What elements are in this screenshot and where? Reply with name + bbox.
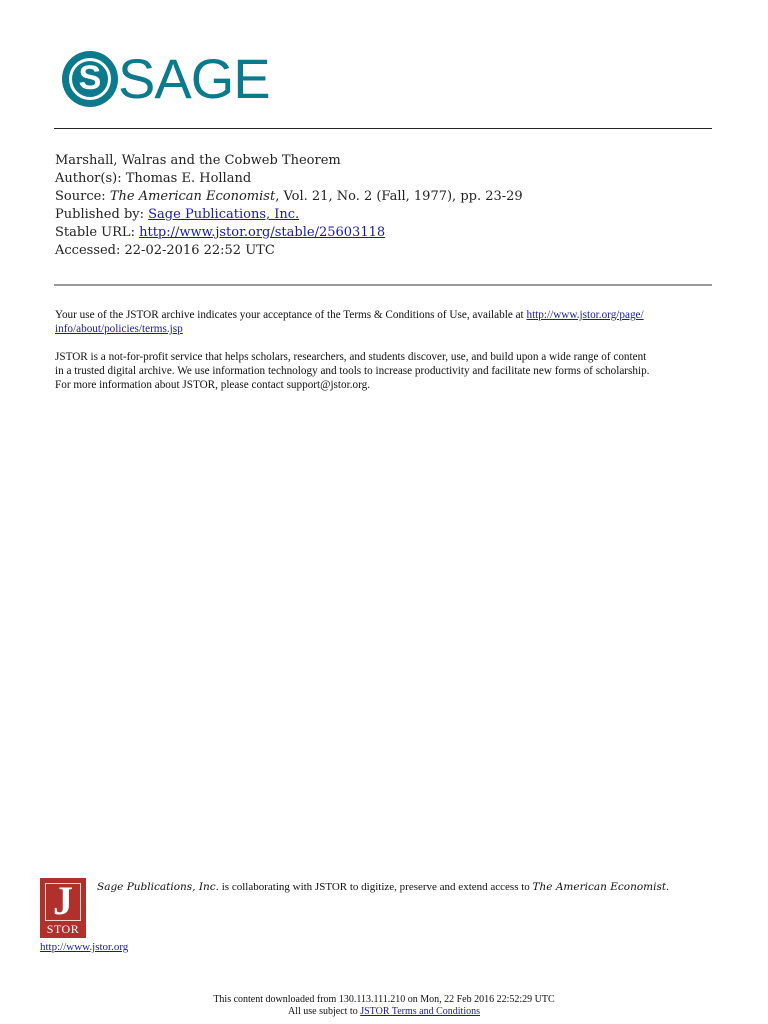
jstor-about: JSTOR is a not-for-profit service that helps scholars, researchers, and students discover, use, and build upon a wide range of content in a trusted digital archive. We use information technology and tools to increase productivity and facilitate new forms of scholarship. For more information about JSTOR, please contact support@jstor.org.	[55, 351, 650, 391]
author-line: Author(s): Thomas E. Holland	[55, 171, 252, 186]
article-title: Marshall, Walras and the Cobweb Theorem	[55, 153, 341, 168]
terms-and-conditions-link[interactable]: JSTOR Terms and Conditions	[360, 1006, 480, 1017]
download-footer: This content downloaded from 130.113.111.210 on Mon, 22 Feb 2016 22:52:29 UTC All use subject to JSTOR Terms and Conditions	[213, 994, 555, 1017]
publisher-link[interactable]: Sage Publications, Inc.	[148, 207, 300, 222]
sage-logo	[62, 48, 270, 110]
stable-url-link[interactable]: http://www.jstor.org/stable/25603118	[139, 225, 386, 240]
accessed-line: Accessed: 22-02-2016 22:52 UTC	[55, 243, 275, 258]
author-name: Thomas E. Holland	[125, 171, 252, 186]
jstor-home-link[interactable]: http://www.jstor.org	[40, 941, 129, 953]
terms-link-part1[interactable]: http://www.jstor.org/page/	[526, 309, 644, 321]
stable-url-line: Stable URL: http://www.jstor.org/stable/25603118	[55, 225, 386, 240]
section-divider	[54, 284, 712, 286]
publisher-line: Published by: Sage Publications, Inc.	[55, 207, 300, 222]
collaboration-notice: Sage Publications, Inc. is collaborating with JSTOR to digitize, preserve and extend access to The American Economist.	[97, 881, 669, 893]
terms-link-part2[interactable]: info/about/policies/terms.jsp	[55, 323, 183, 335]
journal-name: The American Economist	[109, 189, 276, 204]
header-divider	[54, 128, 712, 129]
terms-notice: Your use of the JSTOR archive indicates your acceptance of the Terms & Conditions of Use, available at http://www.jstor.org/page/ info/about/policies/terms.jsp	[55, 309, 644, 335]
sage-wordmark: SAGE	[118, 47, 270, 110]
jstor-wordmark: STOR	[46, 922, 80, 936]
sage-emblem-icon: S	[62, 51, 118, 107]
source-line: Source: The American Economist, Vol. 21, No. 2 (Fall, 1977), pp. 23-29	[55, 189, 523, 204]
jstor-logo[interactable]	[40, 878, 86, 938]
article-metadata	[55, 152, 523, 260]
jstor-j-icon: J	[53, 878, 73, 923]
